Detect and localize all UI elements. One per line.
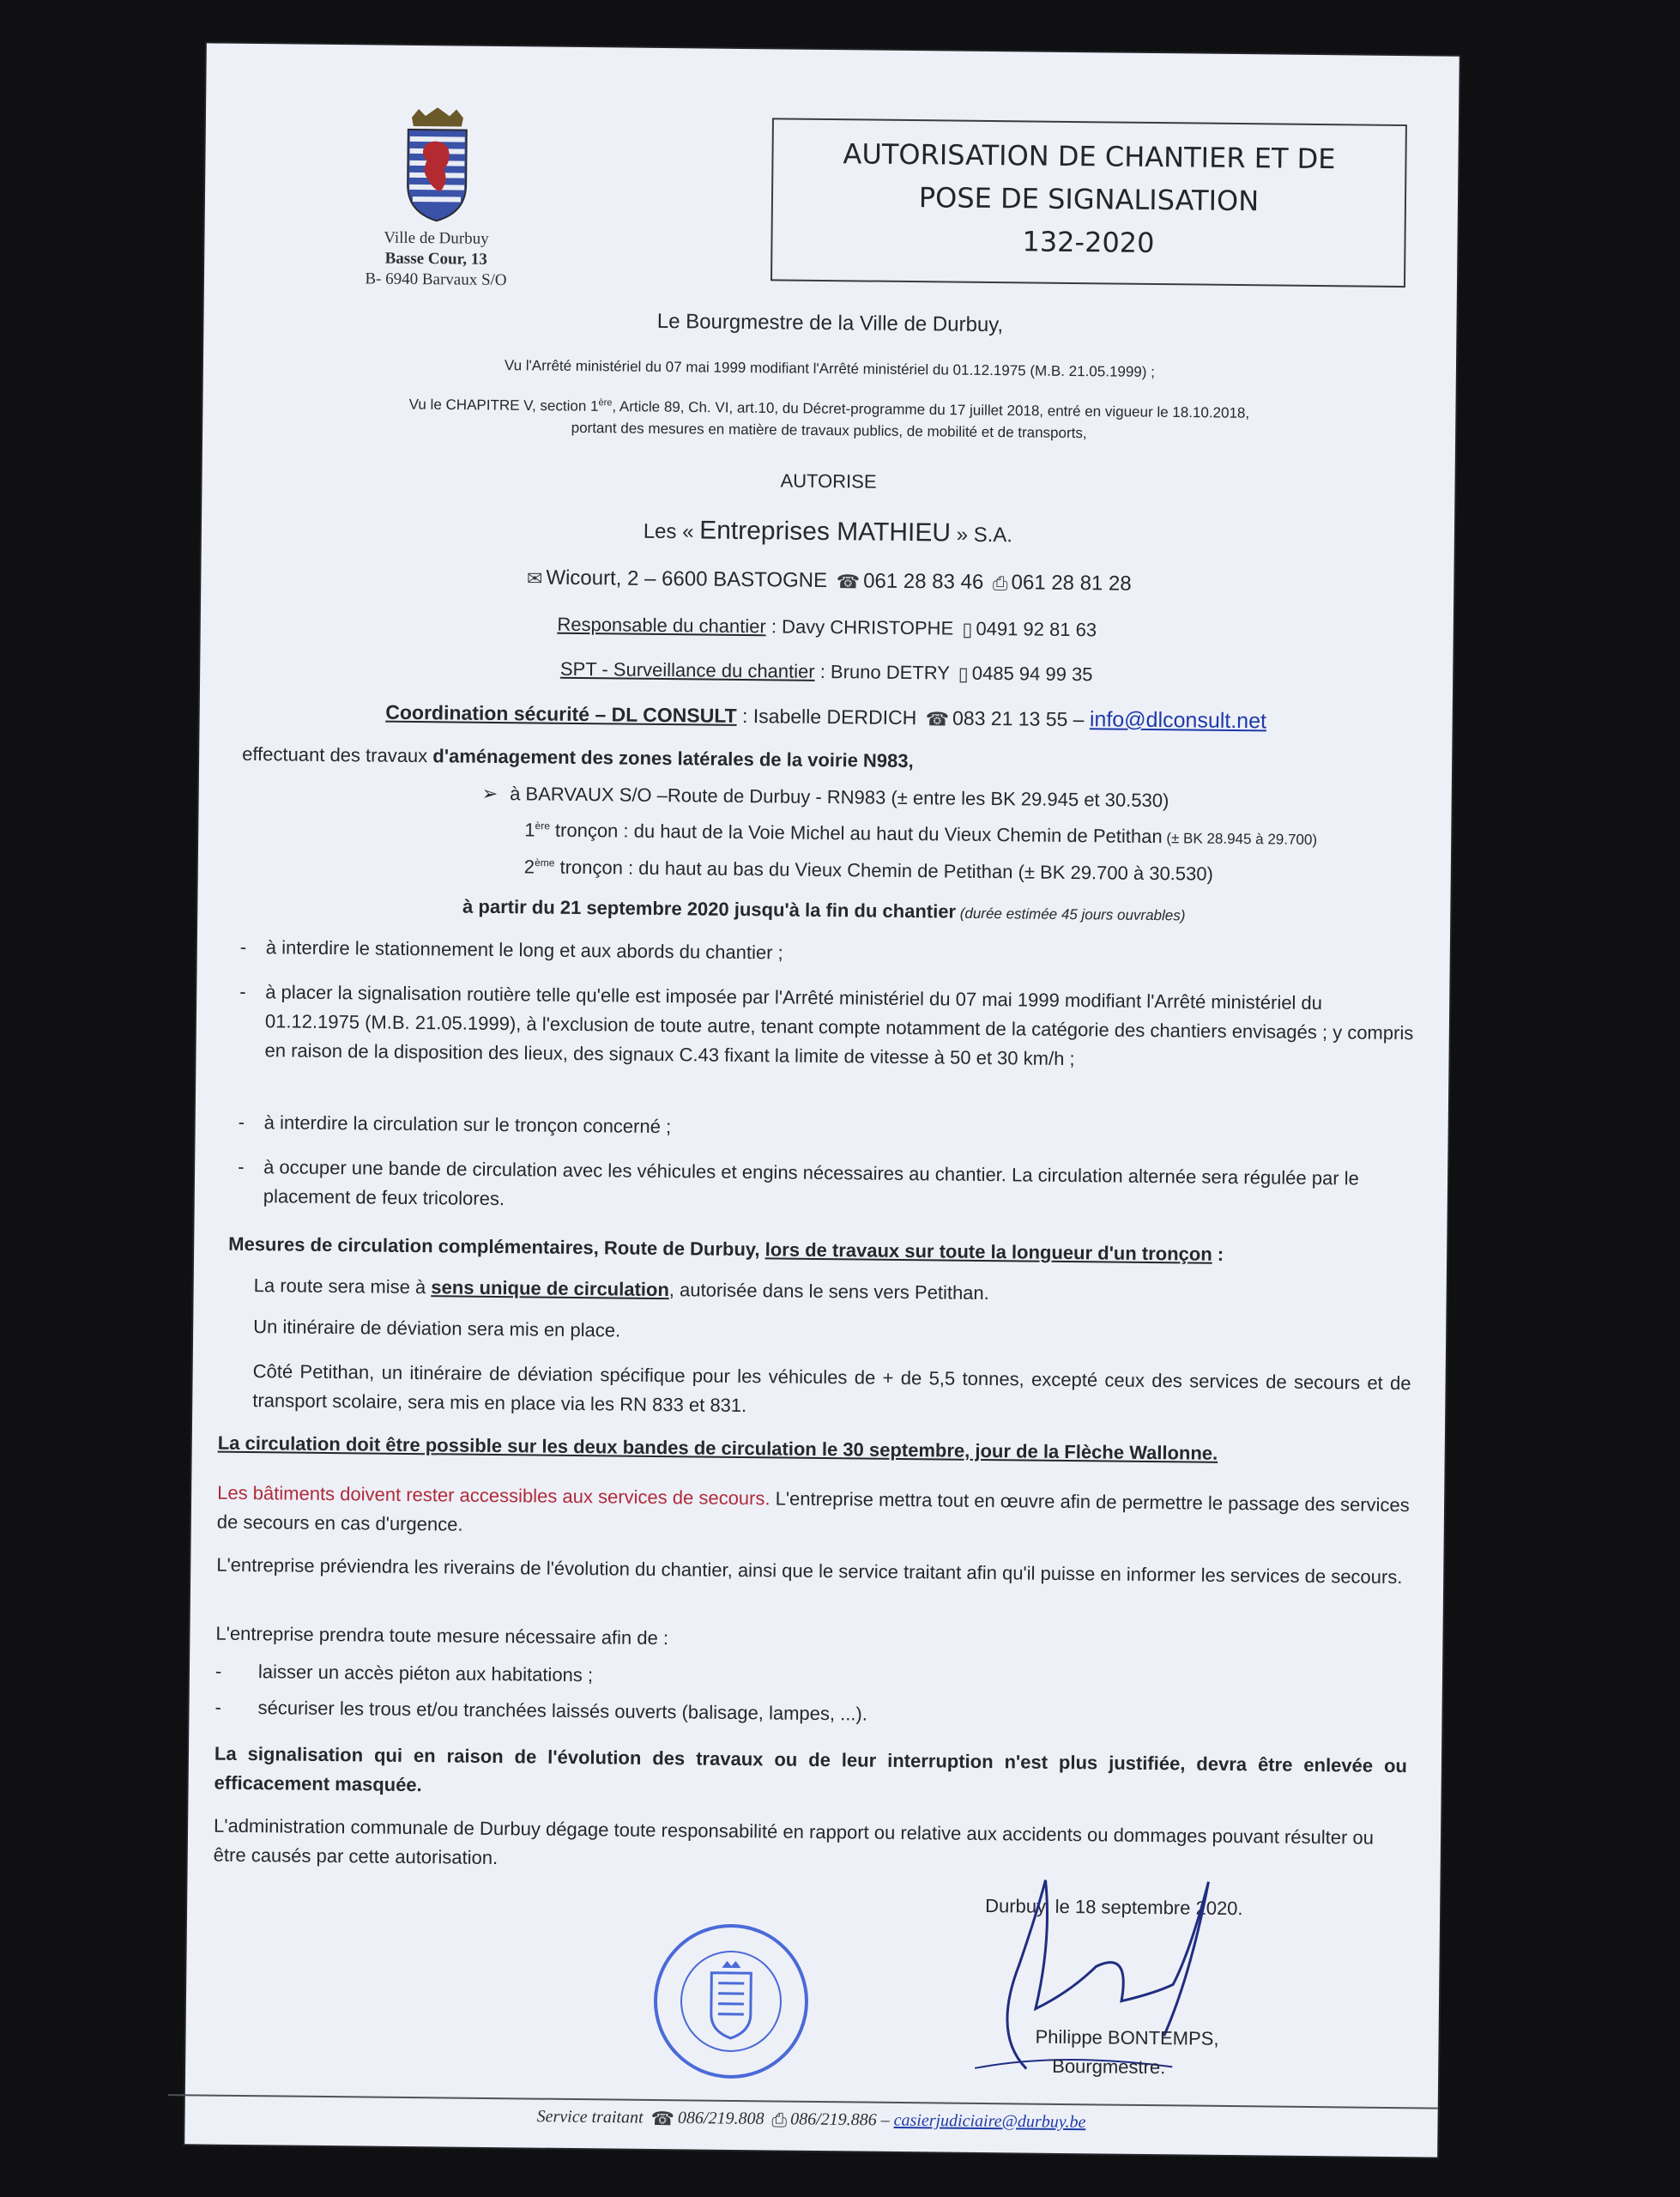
company-name-text: Entreprises MATHIEU <box>699 516 952 548</box>
works-intro <box>242 743 914 772</box>
measure-one-way-bold: sens unique de circulation <box>431 1276 669 1301</box>
period-text: à partir du 21 septembre 2020 jusqu'à la fin du chantier <box>462 895 957 923</box>
measures-heading <box>228 1233 1224 1266</box>
fax-icon: ⎙ <box>992 572 1008 594</box>
company-address: Wicourt, 2 – 6600 BASTOGNE <box>546 566 828 593</box>
fleche-wallonne-notice: La circulation doit être possible sur les deux bandes de circulation le 30 septembre, jour de la Flèche Wallonne. <box>217 1431 1218 1464</box>
site-supervisor <box>200 654 1453 690</box>
footer-email-link[interactable]: casierjudiciaire@durbuy.be <box>893 2110 1086 2132</box>
signatory-name: Philippe BONTEMPS, <box>1035 2025 1219 2049</box>
liability-disclaimer: L'administration communale de Durbuy dégage toute responsabilité en rapport ou relative aux accidents ou dommages pouvant résulter ou être causés par cette autorisation. <box>213 1814 1375 1869</box>
company-phone: 061 28 83 46 <box>863 569 984 594</box>
section-2-text: tronçon : du haut au bas du Vieux Chemin de Petithan (± BK 29.700 à 30.530) <box>554 856 1214 885</box>
section-2 <box>524 856 1213 885</box>
title-number: 132-2020 <box>1022 225 1155 260</box>
dash-bullet: - <box>239 935 247 958</box>
mobile-phone-icon: ▯ <box>958 663 969 685</box>
dash-bullet: - <box>239 980 246 1002</box>
legal-reference-3: portant des mesures en matière de travaux publics, de mobilité et de transports, <box>571 419 1087 442</box>
document-page <box>184 43 1459 2157</box>
section-2-sup: ème <box>535 856 555 869</box>
municipal-seal-icon <box>649 1919 813 2084</box>
period-note: (durée estimée 45 jours ouvrables) <box>955 905 1186 924</box>
legal-ref-2-end: , Article 89, Ch. VI, art.10, du Décret-programme du 17 juillet 2018, entré en vigueur le 18.10.2018, <box>612 398 1250 421</box>
site-manager-phone: 0491 92 81 63 <box>976 617 1097 641</box>
authorisation-item-4 <box>238 1153 1414 1223</box>
works-location-text: à BARVAUX S/O –Route de Durbuy - RN983 (± entre les BK 29.945 et 30.530) <box>510 783 1169 812</box>
access-notice-rest: L'entreprise mettra tout en œuvre afin de permettre le passage des services de secours en cas d'urgence. <box>216 1487 1410 1535</box>
legal-ref-2-sup: ère <box>598 397 613 409</box>
measure-one-way-end: , autorisée dans le sens vers Petithan. <box>668 1279 989 1304</box>
legal-reference-1: Vu l'Arrêté ministériel du 07 mai 1999 modifiant l'Arrêté ministériel du 01.12.1975 (M.B. 21.05.1999) ; <box>504 357 1156 381</box>
authorisation-item-text: à interdire la circulation sur le tronçon concerné ; <box>263 1111 672 1138</box>
town-city: B- 6940 Barvaux S/O <box>365 269 507 290</box>
town-header <box>341 105 532 291</box>
measure-one-way <box>254 1274 989 1304</box>
phone-icon: ☎ <box>650 2107 675 2130</box>
dash-bullet: - <box>238 1155 245 1177</box>
arrow-bullet-icon: ➢ <box>481 782 499 805</box>
section-1-text: tronçon : du haut de la Voie Michel au haut du Vieux Chemin de Petithan <box>549 819 1163 848</box>
company-fax: 061 28 81 28 <box>1011 571 1132 596</box>
measures-heading-underlined: lors de travaux sur toute la longueur d'un tronçon <box>764 1238 1212 1265</box>
mail-icon: ✉ <box>526 567 543 590</box>
authorisation-item-3 <box>238 1108 1414 1149</box>
dash-bullet: - <box>215 1696 222 1718</box>
company-contact <box>201 562 1453 599</box>
coat-of-arms-icon <box>399 106 475 225</box>
supervisor-label: SPT - Surveillance du chantier <box>559 657 815 682</box>
phone-icon: ☎ <box>836 570 861 593</box>
signalling-removal-notice: La signalisation qui en raison de l'évolution des travaux ou de leur interruption n'est plus justifiée, devra être enlevée ou efficacement masquée. <box>214 1742 1408 1796</box>
section-1 <box>524 819 1317 850</box>
coordination-name: : Isabelle DERDICH <box>736 704 917 729</box>
safety-coordination <box>200 698 1453 735</box>
coordination-email-link[interactable]: info@dlconsult.net <box>1089 707 1267 734</box>
measure-one-way-start: La route sera mise à <box>253 1274 432 1298</box>
footer <box>184 2103 1437 2138</box>
dash-bullet: - <box>238 1111 245 1133</box>
dash-bullet: - <box>215 1660 222 1682</box>
authorisation-item-text: à placer la signalisation routière telle qu'elle est imposée par l'Arrêté ministériel du 07 mai 1999 modifiant l'Arrêté ministériel du 01.12.1975 (M.B. 21.05.1999), à l'exclusion de toute autre, tenant compte notamment de la catégorie des chantiers envisagés ; y compris en raison de la disposition des lieux, des signaux C.43 fixant la limite de vitesse à 50 et 30 km/h ; <box>264 981 1414 1070</box>
authorisation-item-text: à interdire le stationnement le long et aux abords du chantier ; <box>265 936 783 964</box>
company-suffix: » S.A. <box>950 523 1013 548</box>
supervisor-phone: 0485 94 99 35 <box>971 662 1093 686</box>
authority-line: Le Bourgmestre de la Ville de Durbuy, <box>656 309 1004 337</box>
access-notice-red: Les bâtiments doivent rester accessibles aux services de secours. <box>217 1481 771 1510</box>
measures-intro: L'entreprise prendra toute mesure nécessaire afin de : <box>215 1622 669 1649</box>
supervisor-name: : Bruno DETRY <box>814 660 950 684</box>
works-intro-start: effectuant des travaux <box>242 742 433 767</box>
phone-icon: ☎ <box>925 708 950 730</box>
footer-label: Service traitant <box>536 2107 644 2127</box>
obligation-sub-text: laisser un accès piéton aux habitations ; <box>257 1661 594 1686</box>
site-manager-label: Responsable du chantier <box>557 613 766 638</box>
footer-phone: 086/219.808 <box>677 2108 764 2128</box>
town-name: Ville de Durbuy <box>384 228 489 248</box>
site-manager-name: : Davy CHRISTOPHE <box>765 615 954 639</box>
footer-fax: 086/219.886 – <box>790 2109 890 2130</box>
coordination-phone: 083 21 13 55 – <box>952 706 1085 731</box>
obligation-sub-text: sécuriser les trous et/ou tranchées laissés ouverts (balisage, lampes, ...). <box>257 1697 868 1725</box>
authorisation-item-text: à occuper une bande de circulation avec les véhicules et engins nécessaires au chantier. La circulation alternée sera régulée par le placement de feux tricolores. <box>263 1156 1360 1210</box>
access-notice <box>217 1479 1411 1550</box>
company-prefix: Les « <box>643 519 700 544</box>
measure-detour: Un itinéraire de déviation sera mis en place. <box>253 1316 621 1341</box>
autorise-heading: AUTORISE <box>780 469 877 493</box>
section-1-sup: ère <box>535 820 550 832</box>
coordination-label: Coordination sécurité – DL CONSULT <box>385 700 737 727</box>
mobile-phone-icon: ▯ <box>962 618 973 640</box>
authorisation-item-1 <box>239 933 1416 974</box>
measure-heavy-vehicles: Côté Petithan, un itinéraire de déviation spécifique pour les véhicules de + de 5,5 tonnes, excepté ceux des services de secours et de transport scolaire, sera mis en place via les RN 833 et 831. <box>252 1360 1411 1417</box>
section-2-num: 2 <box>523 856 535 878</box>
section-1-num: 1 <box>524 819 535 841</box>
authorisation-item-2 <box>239 977 1415 1077</box>
company-name <box>202 511 1454 553</box>
obligation-sub-2 <box>215 1693 868 1728</box>
town-street: Basse Cour, 13 <box>384 249 487 269</box>
measures-heading-start: Mesures de circulation complémentaires, Route de Durbuy, <box>228 1232 765 1261</box>
signatory-role: Bourgmestre. <box>1052 2055 1166 2079</box>
residents-notice: L'entreprise préviendra les riverains de l'évolution du chantier, ainsi que le service traitant afin qu'il puisse en informer les services de secours. <box>216 1553 1403 1589</box>
section-1-range: (± BK 28.945 à 29.700) <box>1162 830 1318 849</box>
fax-icon: ⎙ <box>771 2109 788 2131</box>
document-title-box <box>771 118 1407 287</box>
works-period <box>197 893 1450 928</box>
measures-heading-end: : <box>1212 1243 1224 1265</box>
obligation-sub-1 <box>215 1657 594 1690</box>
title-line-2: POSE DE SIGNALISATION <box>918 181 1260 218</box>
works-location <box>482 783 1169 812</box>
site-manager <box>201 609 1453 645</box>
works-intro-bold: d'aménagement des zones latérales de la voirie N983, <box>432 745 914 772</box>
place-date: Durbuy, le 18 septembre 2020. <box>985 1895 1243 1920</box>
legal-ref-2-start: Vu le CHAPITRE V, section 1 <box>408 396 599 415</box>
title-line-1: AUTORISATION DE CHANTIER ET DE <box>843 137 1336 176</box>
